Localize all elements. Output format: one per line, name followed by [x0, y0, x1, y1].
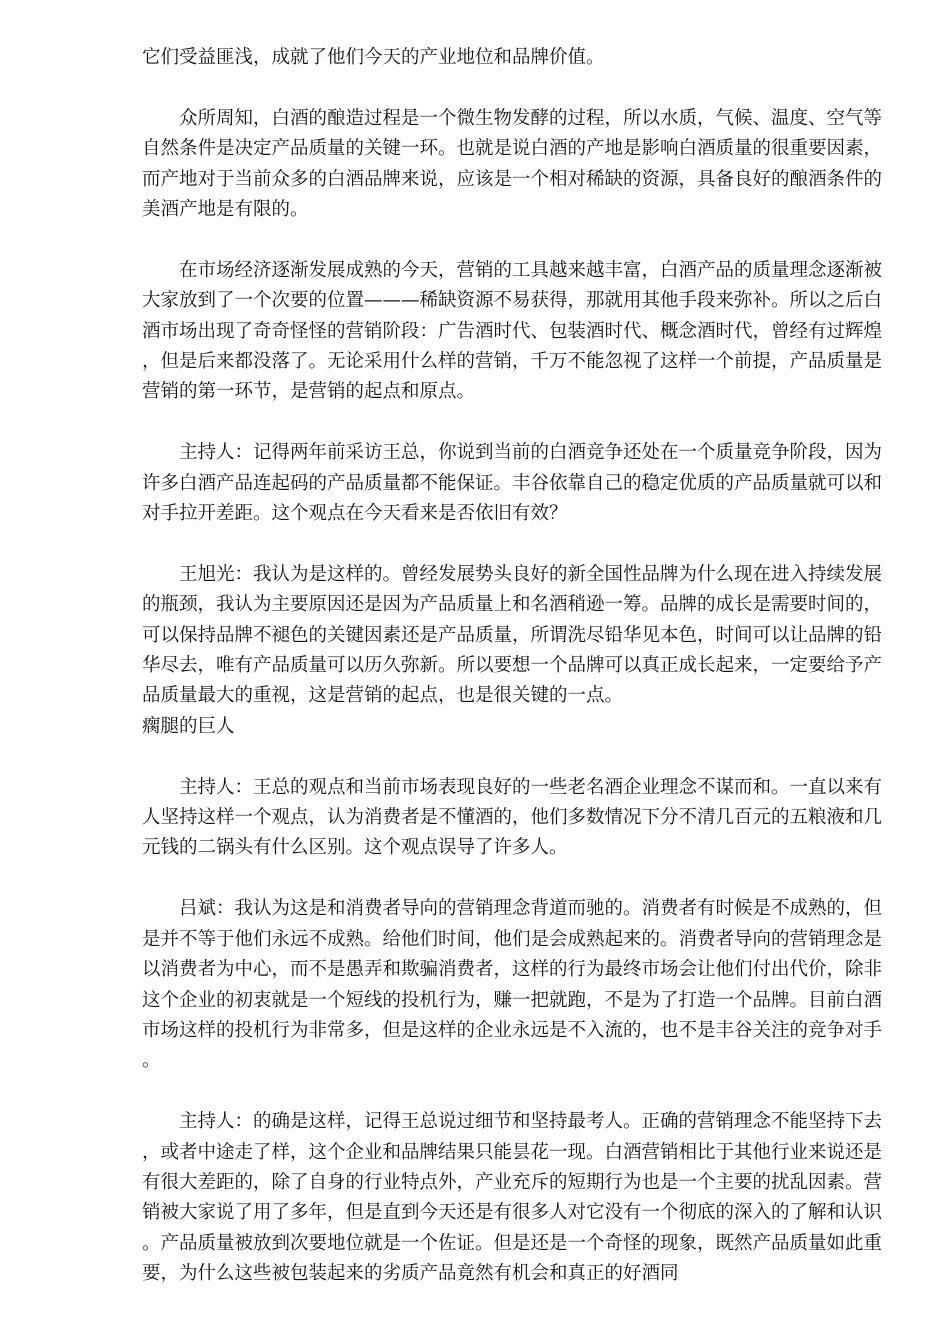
document-body — [142, 43, 882, 1290]
paragraph-continuation: 它们受益匪浅，成就了他们今天的产业地位和品牌价值。 — [142, 47, 605, 68]
paragraph-host-question-quality: 主持人：记得两年前采访王总，你说到当前的白酒竞争还处在一个质量竞争阶段，因为许多白酒产品连起码的产品质量都不能保证。丰谷依靠自己的稳定优质的产品质量就可以和对手拉开差距。这个观点在今天看来是否依旧有效？ — [142, 442, 883, 525]
section-heading: 瘸腿的巨人 — [142, 715, 235, 737]
paragraph-brewing-origin: 众所周知，白酒的酿造过程是一个微生物发酵的过程，所以水质，气候、温度、空气等自然条件是决定产品质量的关键一环。也就是说白酒的产地是影响白酒质量的很重要因素，而产地对于当前众多的白酒品牌来说，应该是一个相对稀缺的资源，具备良好的酿酒条件的美酒产地是有限的。 — [142, 107, 883, 221]
paragraph-wang-answer: 王旭光：我认为是这样的。曾经发展势头良好的新全国性品牌为什么现在进入持续发展的瓶颈，我认为主要原因还是因为产品质量上和名酒稍逊一筹。品牌的成长是需要时间的，可以保持品牌不褪色的关键因素还是产品质量，所谓洗尽铅华见本色，时间可以让品牌的铅华尽去，唯有产品质量可以历久弥新。所以要想一个品牌可以真正成长起来，一定要给予产品质量最大的重视，这是营销的起点，也是很关键的一点。 — [142, 563, 883, 707]
paragraph-lv-answer: 吕斌：我认为这是和消费者导向的营销理念背道而驰的。消费者有时候是不成熟的，但是并不等于他们永远不成熟。给他们时间，他们是会成熟起来的。消费者导向的营销理念是以消费者为中心，而不是愚弄和欺骗消费者，这样的行为最终市场会让他们付出代价，除非这个企业的初衷就是一个短线的投机行为，赚一把就跑，不是为了打造一个品牌。目前白酒市场这样的投机行为非常多，但是这样的企业永远是不入流的，也不是丰谷关注的竞争对手。 — [142, 898, 883, 1072]
paragraph-host-consumers: 主持人：王总的观点和当前市场表现良好的一些老名酒企业理念不谋而和。一直以来有人坚持这样一个观点，认为消费者是不懂酒的，他们多数情况下分不清几百元的五粮液和几元钱的二锅头有什么区别。这个观点误导了许多人。 — [142, 776, 883, 859]
paragraph-host-details: 主持人：的确是这样，记得王总说过细节和坚持最考人。正确的营销理念不能坚持下去，或者中途走了样，这个企业和品牌结果只能昙花一现。白酒营销相比于其他行业来说还是有很大差距的，除了自身的行业特点外，产业充斥的短期行为也是一个主要的扰乱因素。营销被大家说了用了多年，但是直到今天还是有很多人对它没有一个彻底的深入的了解和认识。产品质量被放到次要地位就是一个佐证。但是还是一个奇怪的现象，既然产品质量如此重要，为什么这些被包装起来的劣质产品竟然有机会和真正的好酒同 — [142, 1111, 883, 1285]
paragraph-marketing-tools: 在市场经济逐渐发展成熟的今天，营销的工具越来越丰富，白酒产品的质量理念逐渐被大家放到了一个次要的位置———稀缺资源不易获得，那就用其他手段来弥补。所以之后白酒市场出现了奇奇怪怪的营销阶段：广告酒时代、包装酒时代、概念酒时代，曾经有过辉煌，但是后来都没落了。无论采用什么样的营销，千万不能忽视了这样一个前提，产品质量是营销的第一环节，是营销的起点和原点。 — [142, 259, 883, 403]
